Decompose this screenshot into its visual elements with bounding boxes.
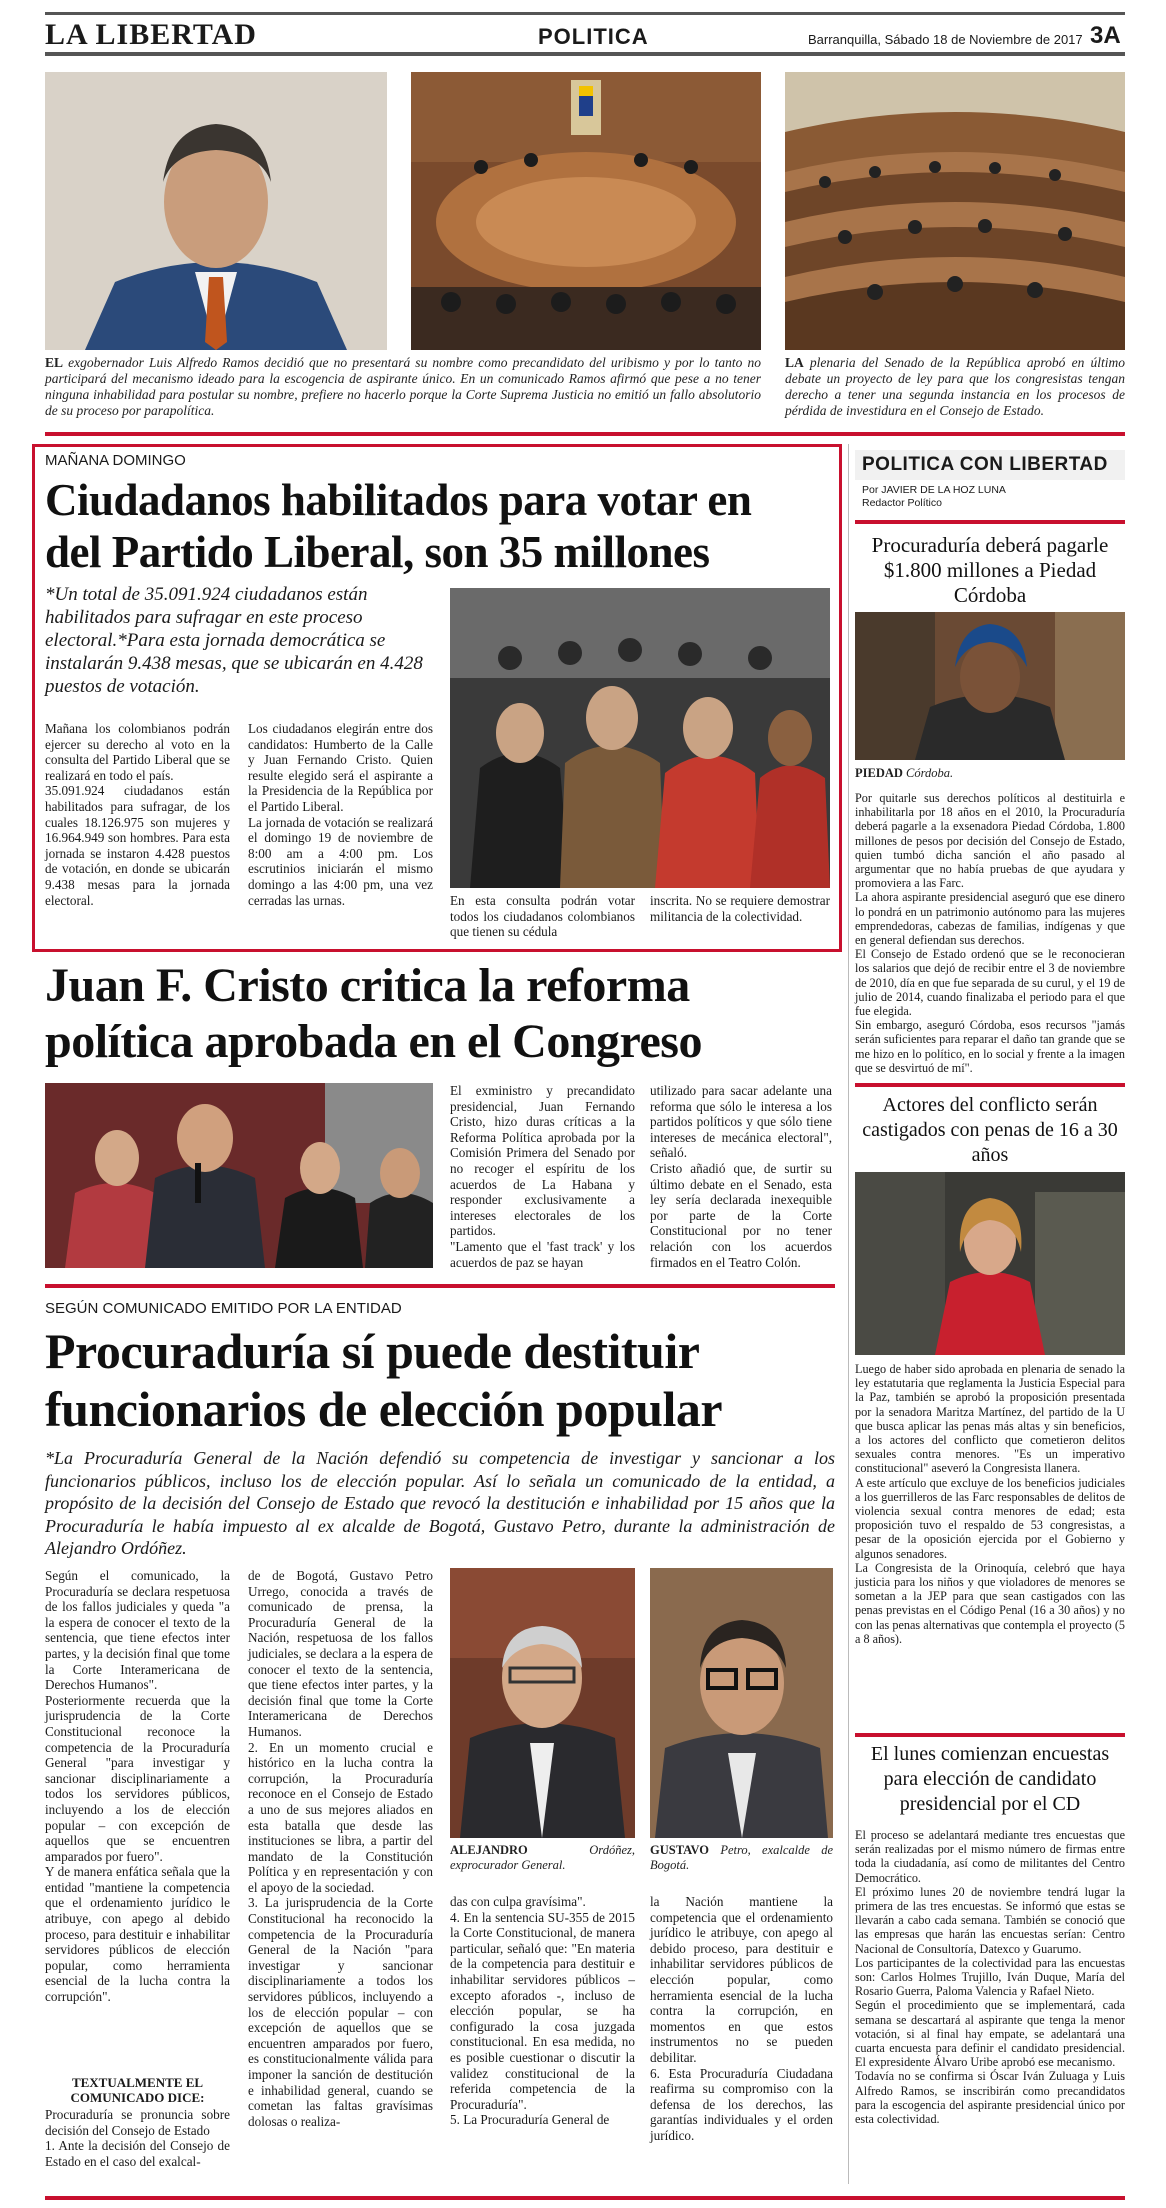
photo-consulta-liberal xyxy=(450,588,830,888)
sidebar-item1-body: Por quitarle sus derechos políticos al destituirla e inhabilitarla por 18 años en el 2010, la Procuraduría deberá pagarle a la exsenadora Piedad Córdoba, 1.800 millones de pesos por decisión del Consejo de Estado, quien tumbó dicha sanción el año pasado al argumentar que no había pruebas de que ayudara y promoviera a las Farc. La ahora aspirante presidencial aseguró que ese dinero lo pondrá en un patrimonio autónomo para las mujeres emprendedoras, cabezas de familias, indígenas y que en general defiendan sus derechos. El Consejo de Estado ordenó que se le reconocieran los salarios que dejó de recibir entre el 3 de noviembre de 2010, día en que fue separada de su curul, y el 19 de julio de 2014, cuando finalizaba el periodo para el que fue elegida. Sin embargo, aseguró Córdoba, esos recursos "jamás serán suficientes para reparar el daño tan grande que se me hizo en lo político, en lo social y frente a la imagen que se desvirtuó de mí". xyxy=(855,791,1125,1075)
sidebar-byline-role: Redactor Político xyxy=(862,497,942,509)
story1-col3: En esta consulta podrán votar todos los ciudadanos colombianos que tienen su cédula xyxy=(450,893,635,940)
story2-divider-rule xyxy=(45,1284,835,1288)
caption-alejandro xyxy=(450,1843,635,1873)
sidebar-item1-headline: Procuraduría deberá pagarle $1.800 millones a Piedad Córdoba xyxy=(871,533,1109,607)
photo-plenaria-senado xyxy=(785,72,1125,350)
story3-col1-end: Procuraduría se pronuncia sobre decisión del Consejo de Estado 1. Ante la decisión del Consejo de Estado en el caso del exalcal- xyxy=(45,2107,230,2169)
caption-gustavo-text: Petro, exalcalde de Bogotá. xyxy=(650,1843,833,1872)
story1-col4: inscrita. No se requiere demostrar militancia de la colectividad. xyxy=(650,893,830,924)
story2-headline-line1: Juan F. Cristo critica la reforma xyxy=(45,959,690,1012)
photo-maritza-martinez xyxy=(855,1172,1125,1355)
story1-col2: Los ciudadanos elegirán entre dos candidatos: Humberto de la Calle y Juan Fernando Cristo. Quien resulte elegido será el aspirante a la Presidencia de la República por el Partido Liberal. La jornada de votación se realizará el domingo 19 de noviembre de 8:00 am a 4:00 pm. Los escrutinios iniciarán el mismo domingo a las 4:00 pm, una vez cerradas las urnas. xyxy=(248,721,433,908)
sidebar-item2-headline: Actores del conflicto serán castigados con penas de 16 a 30 años xyxy=(862,1094,1118,1166)
story3-col4: la Nación mantiene la competencia que el ordenamiento jurídico le atribuye, con apego al debido proceso, para destituir e inhabilitar servidores públicos de elección popular, como herramienta esencial de la lucha contra la corrupción, en momentos en que estos instrumentos no se pueden debilitar. 6. Esta Procuraduría Ciudadana reafirma su compromiso con la defensa de los derechos, las garantías individuales y el orden jurídico. xyxy=(650,1894,833,2143)
story1-kicker: MAÑANA DOMINGO xyxy=(45,452,186,469)
story3-deck: *La Procuraduría General de la Nación defendió su competencia de investigar y sancionar a los funcionarios públicos, incluso los de elección popular. Así lo señala un comunicado de la entidad, a propósito de la decisión del Consejo de Estado que revocó la destitución e inhabilidad por 15 años que la Procuraduría le había impuesto al ex alcalde de Bogotá, Gustavo Petro, durante la administración de Alejandro Ordóñez. xyxy=(45,1448,835,1559)
story3-col1-subhead: TEXTUALMENTE EL COMUNICADO DICE: xyxy=(70,2075,205,2105)
photo-alejandro-ordonez xyxy=(450,1568,635,1838)
story3-col3: das con culpa gravísima". 4. En la sentencia SU-355 de 2015 la Corte Constitucional, de manera particular, señaló que: "En materia de la competencia para destituir e inhabilitar servidores públicos – excepto aforados -, incluso de elección popular, se ha configurado la cosa juzgada constitucional. En esa medida, no es posible cuestionar o discutir la validez constitucional de la referida competencia de la Procuraduría". 5. La Procuraduría General de xyxy=(450,1894,635,2128)
sidebar-rule-3 xyxy=(855,1733,1125,1737)
caption-alejandro-lead: ALEJANDRO xyxy=(450,1843,528,1857)
story2-col2: utilizado para sacar adelante una reforma que sólo le interesa a los partidos políticos y que sólo tiene intereses de mecánica electoral", señaló. Cristo añadió que, de surtir su último debate en el Senado, esta ley sería declarada inexequible por parte de la Corte Constitucional por no tener relación con los acuerdos firmados en el Teatro Colón. xyxy=(650,1083,832,1270)
story2-col1: El exministro y precandidato presidencial, Juan Fernando Cristo, hizo duras críticas a la Reforma Política aprobada por la Comisión Primera del Senado por no recoger el espíritu de los acuerdos de La Habana y responder exclusivamente a intereses electorales de los partidos. "Lamento que el 'fast track' y los acuerdos de paz se hayan xyxy=(450,1083,635,1270)
caption-gustavo xyxy=(650,1843,833,1873)
caption-piedad-lead: PIEDAD xyxy=(855,766,903,780)
story3-col2: de de Bogotá, Gustavo Petro Urrego, conocida a través de comunicado de prensa, la Procuraduría General de la Nación, respetuosa de los fallos judiciales, se declara a la espera de conocer el texto de la sentencia, que tiene efectos inter partes, y la decisión final que tome la Corte Interamericana de Derechos Humanos. 2. En un momento crucial e histórico en la lucha contra la corrupción, la Procuraduría reconoce en el Consejo de Estado a uno de sus mejores aliados en esta batalla que desde las instituciones se libra, a partir del mandato de la Constitución Política y en representación y con el apoyo de la sociedad. 3. La jurisprudencia de la Corte Constitucional ha reconocido la competencia de la Procuraduría General de la Nación "para investigar y sancionar disciplinariamente a todos los servidores públicos, incluyendo a los de elección popular – con excepción de aquellos que se encuentren amparados por fuero, es constitucionalmente válida para imponer la sanción de destitución e inhabilidad general, cuando se cometan las faltas gravísimas dolosas o realiza- xyxy=(248,1568,433,2129)
header-top-rule xyxy=(45,12,1125,15)
sidebar-column-title: POLITICA CON LIBERTAD xyxy=(862,454,1108,475)
story3-headline-line2: funcionarios de elección popular xyxy=(45,1381,723,1437)
caption-piedad xyxy=(855,765,1125,781)
story2-headline-line2: política aprobada en el Congreso xyxy=(45,1015,702,1068)
story3-headline-line1: Procuraduría sí puede destituir xyxy=(45,1323,700,1379)
caption-top-right xyxy=(785,355,1125,419)
caption-top-left-lead: EL xyxy=(45,355,64,370)
story1-deck: *Un total de 35.091.924 ciudadanos están habilitados para sufragar en este proceso electoral.*Para esta jornada democrática se instalarán 9.438 mesas, que se ubicarán en 4.428 puestos de votación. xyxy=(45,584,423,697)
page-bottom-rule xyxy=(45,2196,1125,2200)
story1-headline-line1: Ciudadanos habilitados para votar en xyxy=(45,475,752,525)
masthead: LA LIBERTAD xyxy=(45,18,257,51)
page-number: 3A xyxy=(1090,22,1121,49)
sidebar-rule-2 xyxy=(855,1083,1125,1087)
sidebar-rule-1 xyxy=(855,520,1125,524)
photo-juan-fernando-cristo xyxy=(45,1083,433,1268)
caption-piedad-text: Córdoba. xyxy=(902,766,954,780)
top-divider-rule xyxy=(45,432,1125,436)
caption-top-left-text: exgobernador Luis Alfredo Ramos decidió que no presentará su nombre como precandidato del uribismo y por lo tanto no participará del mecanismo ideado para la escogencia de aspirante único. En un comunicado Ramos afirmó que pese a no tener ninguna inhabilidad para postular su nombre, prefiere no hacerlo porque la Corte Suprema Justicia no emitió un fallo absolutorio de su proceso por parapolítica. xyxy=(45,355,761,418)
section-title: POLITICA xyxy=(538,24,649,49)
sidebar-item3-headline: El lunes comienzan encuestas para elección de candidato presidencial por el CD xyxy=(870,1743,1110,1815)
photo-corte-sala xyxy=(411,72,761,350)
caption-alejandro-text: Ordóñez, exprocurador General. xyxy=(450,1843,635,1872)
caption-top-right-lead: LA xyxy=(785,355,804,370)
caption-top-left xyxy=(45,355,761,419)
sidebar-separator xyxy=(848,444,849,2184)
dateline: Barranquilla, Sábado 18 de Noviembre de 2017 xyxy=(808,32,1083,47)
story1-col1: Mañana los colombianos podrán ejercer su derecho al voto en la consulta del Partido Liberal que se realizará en todo el país. 35.091.924 ciudadanos están habilitados para sufragar, de los cuales 18.126.975 son mujeres y 16.964.949 son hombres. Para esta jornada se instaron 4.428 puestos de votación, en donde se ubicarán 9.438 mesas para la jornada electoral. xyxy=(45,721,230,908)
photo-piedad-cordoba xyxy=(855,612,1125,760)
sidebar-byline: Por JAVIER DE LA HOZ LUNA xyxy=(862,484,1006,496)
sidebar-item2-body: Luego de haber sido aprobada en plenaria de senado la ley estatutaria que reglamenta la Justicia Especial para la Paz, también se aprobó la proposición presentada por la senadora Maritza Martínez, del partido de la U que busca aplicar las penas más altas y sin beneficios, a los actores del conflicto que cometieron delitos sexuales contra menores. "Es un imperativo constitucional" aseveró la Congresista llanera. A este artículo que excluye de los beneficios judiciales a los guerrilleros de las Farc responsables de delitos de violencia sexual contra menores de edad; esta proposición tuvo el respaldo de 53 congresistas, a pesar de la oposición ejercida por el Gobierno y algunos senadores. La Congresista de la Orinoquía, celebró que haya justicia para los niños y que violadores de menores se sometan a la JEP para que sean castigados con las penas previstas en el Código Penal (16 a 30 años) y no con las penas alternativas que contempla el proyecto (5 a 8 años). xyxy=(855,1362,1125,1646)
header-bottom-rule xyxy=(45,52,1125,56)
story1-headline-line2: del Partido Liberal, son 35 millones xyxy=(45,527,710,577)
story3-col1: Según el comunicado, la Procuraduría se declara respetuosa de los fallos judiciales y queda "a la espera de conocer el texto de la sentencia, que tiene efectos inter partes, y la decisión final que tome la Corte Interamericana de Derechos Humanos". Posteriormente recuerda que la jurisprudencia de la Corte Constitucional reconoce la competencia de la Procuraduría General "para investigar y sancionar disciplinariamente a todos los servidores públicos, incluyendo a los de elección popular – con excepción de aquellos que se encuentren amparados por fuero". Y de manera enfática señala que la entidad "mantiene la competencia que el ordenamiento jurídico le atribuye, con apego al debido proceso, para destituir e inhabilitar servidores públicos de elección popular, como herramienta esencial de la lucha contra la corrupción". xyxy=(45,1568,230,2005)
sidebar-item3-body: El proceso se adelantará mediante tres encuestas que serán realizadas por el mismo número de firmas entre toda la ciudadanía, así como de militantes del Centro Democrático. El próximo lunes 20 de noviembre tendrá lugar la primera de las tres encuestas. Se informó que estas se llevarán a cabo cada semana. También se conoció que las empresas que harán las encuestas serían: Centro Nacional de Consultoría, Datexco y Guarumo. Los participantes de la colectividad para las encuestas son: Carlos Holmes Trujillo, Iván Duque, María del Rosario Guerra, Paloma Valencia y Rafael Nieto. Según el procedimiento que se implementará, cada semana se descartará al aspirante que tenga la menor votación, si al final hay empate, se adelantará una cuarta encuesta para definir el candidato presidencial. El expresidente Álvaro Uribe aprobó ese mecanismo. Todavía no se confirma si Óscar Iván Zuluaga y Luis Alfredo Ramos, se inscribirán como precandidatos para la escogencia del aspirante presidencial único por esta colectividad. xyxy=(855,1828,1125,2127)
photo-luis-alfredo-ramos xyxy=(45,72,387,350)
story3-kicker: SEGÚN COMUNICADO EMITIDO POR LA ENTIDAD xyxy=(45,1300,402,1317)
caption-top-right-text: plenaria del Senado de la República aprobó en último debate un proyecto de ley para que los congresistas tengan derecho a tener una segunda instancia en los procesos de pérdida de investidura en el Consejo de Estado. xyxy=(785,355,1125,418)
photo-gustavo-petro xyxy=(650,1568,833,1838)
caption-gustavo-lead: GUSTAVO xyxy=(650,1843,710,1857)
